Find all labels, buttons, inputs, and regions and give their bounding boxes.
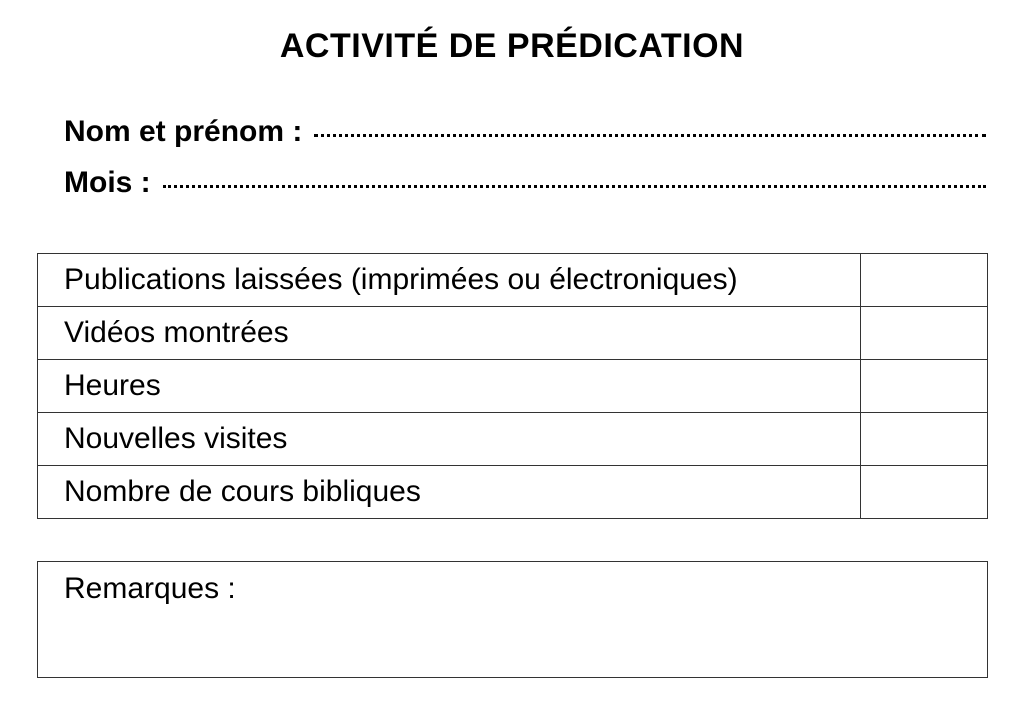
value-cell-bible-studies[interactable] bbox=[861, 466, 988, 519]
month-field[interactable] bbox=[64, 166, 986, 200]
row-label-hours: Heures bbox=[38, 360, 861, 413]
table-row bbox=[38, 413, 988, 466]
table-row bbox=[38, 307, 988, 360]
page-title: ACTIVITÉ DE PRÉDICATION bbox=[279, 27, 745, 65]
activity-table bbox=[37, 253, 988, 519]
value-cell-return-visits[interactable] bbox=[861, 413, 988, 466]
row-label-publications: Publications laissées (imprimées ou électroniques) bbox=[38, 254, 861, 307]
table-row bbox=[38, 254, 988, 307]
name-label: Nom et prénom : bbox=[64, 115, 303, 148]
month-label: Mois : bbox=[64, 166, 151, 199]
remarks-label: Remarques : bbox=[64, 572, 236, 605]
row-label-return-visits: Nouvelles visites bbox=[38, 413, 861, 466]
row-label-bible-studies: Nombre de cours bibliques bbox=[38, 466, 861, 519]
value-cell-publications[interactable] bbox=[861, 254, 988, 307]
table-row bbox=[38, 360, 988, 413]
remarks-box[interactable] bbox=[37, 561, 988, 678]
table-row bbox=[38, 466, 988, 519]
month-dotted-line[interactable] bbox=[163, 185, 986, 188]
value-cell-hours[interactable] bbox=[861, 360, 988, 413]
row-label-videos: Vidéos montrées bbox=[38, 307, 861, 360]
name-dotted-line[interactable] bbox=[314, 134, 986, 137]
value-cell-videos[interactable] bbox=[861, 307, 988, 360]
name-field[interactable] bbox=[64, 115, 986, 149]
